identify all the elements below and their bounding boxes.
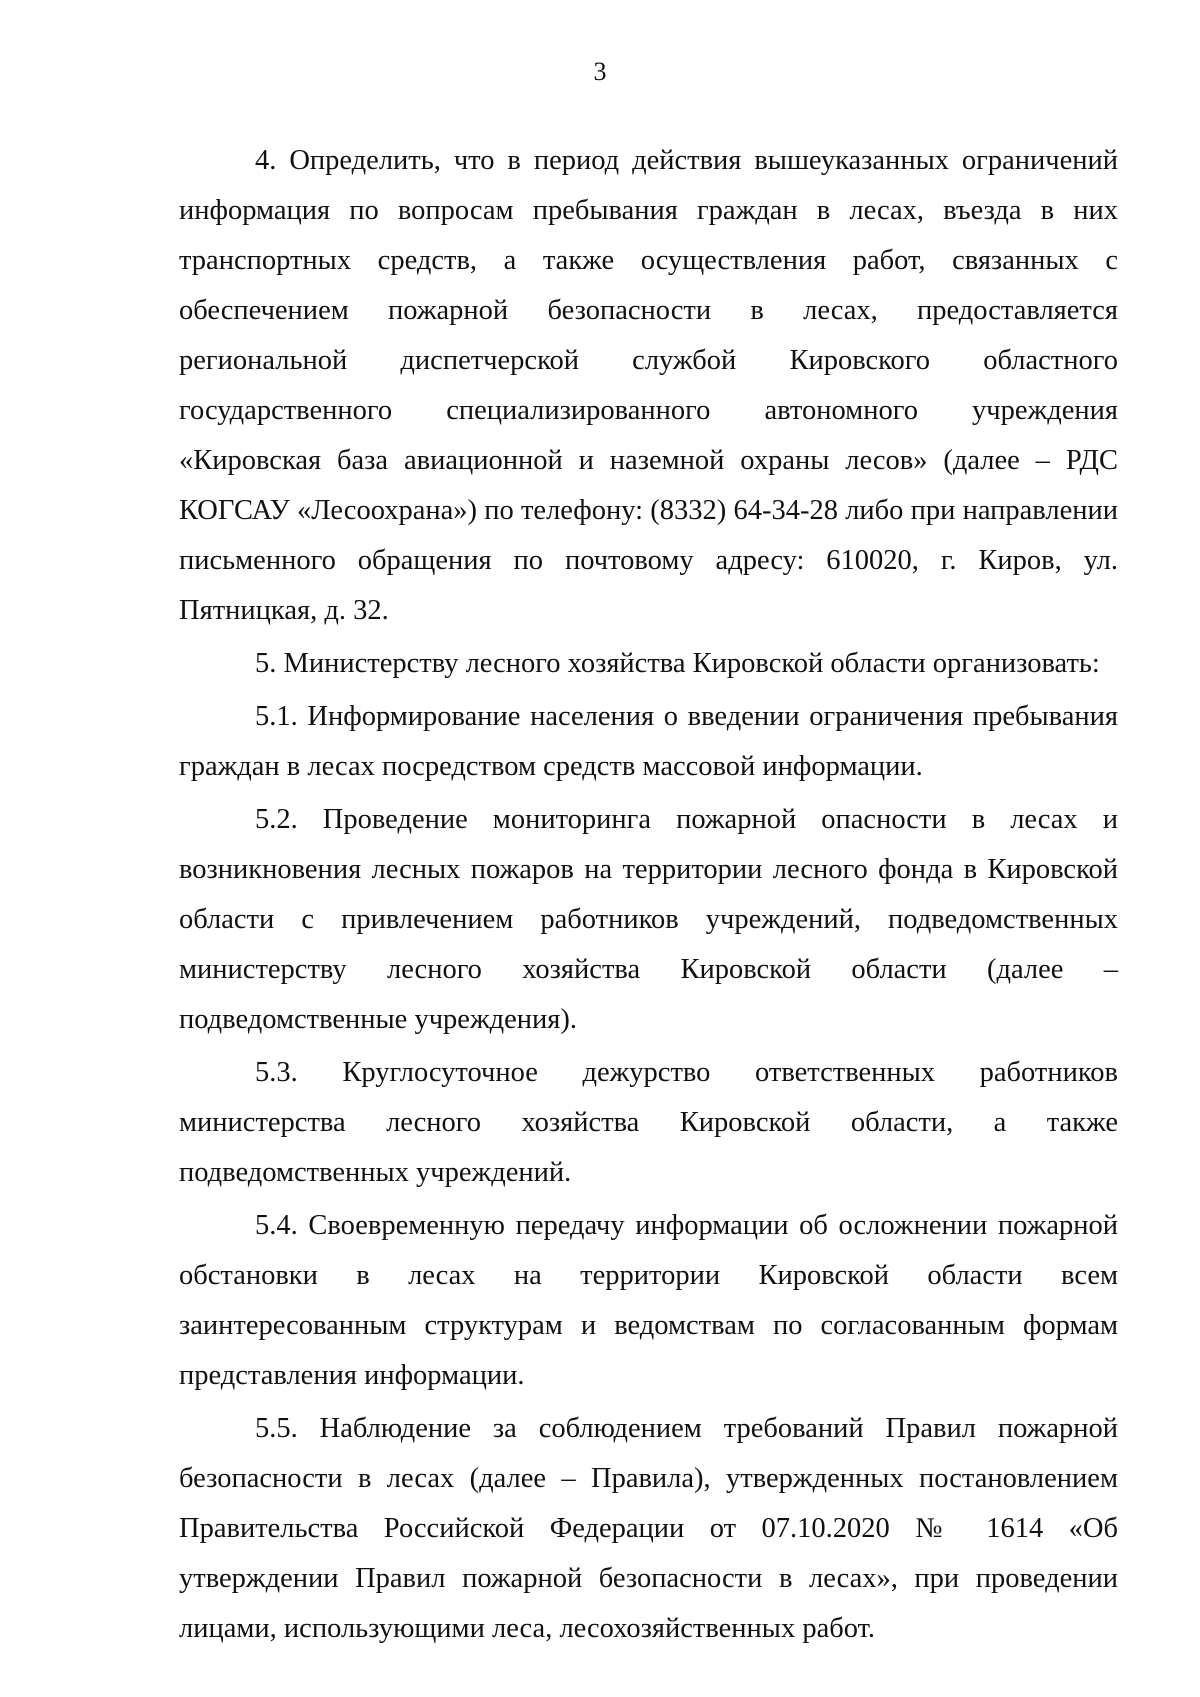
paragraph-5-4: 5.4. Своевременную передачу информации об осложнении пожарной обстановки в лесах на территории Кировской области всем заинтересованным структурам и ведомствам по согласованным формам представления информации. [179,1210,1118,1391]
paragraph-5-5: 5.5. Наблюдение за соблюдением требований Правил пожарной безопасности в лесах (далее – Правила), утвержденных постановлением Правительства Российской Федерации от 07.10.2020 № 1614 «Об утверждении Правил пожарной безопасности в лесах», при проведении лицами, использующими леса, лесохозяйственных работ. [179,1413,1118,1644]
document-body [179,136,1118,1657]
paragraph-5-2: 5.2. Проведение мониторинга пожарной опасности в лесах и возникновения лесных пожаров на территории лесного фонда в Кировской области с привлечением работников учреждений, подведомственных министерству лесного хозяйства Кировской области (далее – подведомственные учреждения). [179,804,1118,1035]
paragraph-5-1: 5.1. Информирование населения о введении ограничения пребывания граждан в лесах посредством средств массовой информации. [179,701,1118,782]
page-number: 3 [593,57,607,86]
paragraph-4: 4. Определить, что в период действия вышеуказанных ограничений информация по вопросам пребывания граждан в лесах, въезда в них транспортных средств, а также осуществления работ, связанных с обеспечением пожарной безопасности в лесах, предоставляется региональной диспетчерской службой Кировского областного государственного специализированного автономного учреждения «Кировская база авиационной и наземной охраны лесов» (далее – РДС КОГСАУ «Лесоохрана») по телефону: (8332) 64-34-28 либо при направлении письменного обращения по почтовому адресу: 610020, г. Киров, ул. Пятницкая, д. 32. [179,145,1118,626]
paragraph-5: 5. Министерству лесного хозяйства Кировской области организовать: [255,648,1100,679]
paragraph-5-3: 5.3. Круглосуточное дежурство ответственных работников министерства лесного хозяйства Кировской области, а также подведомственных учреждений. [179,1057,1118,1188]
